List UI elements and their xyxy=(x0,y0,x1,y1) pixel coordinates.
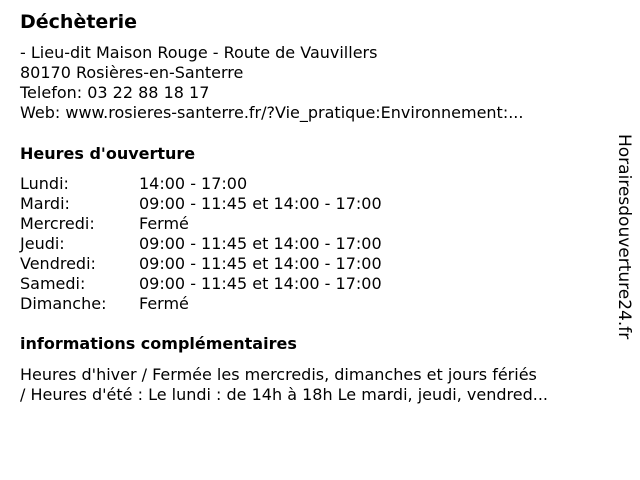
opening-hours-table xyxy=(20,174,440,314)
opening-hours-heading: Heures d'ouverture xyxy=(20,144,196,163)
address-city: 80170 Rosières-en-Santerre xyxy=(20,63,244,82)
hours-row-thursday xyxy=(20,234,440,254)
day-hours: Fermé xyxy=(139,294,189,313)
address-street: - Lieu-dit Maison Rouge - Route de Vauvillers xyxy=(20,43,378,62)
day-hours: 14:00 - 17:00 xyxy=(139,174,248,193)
day-hours: 09:00 - 11:45 et 14:00 - 17:00 xyxy=(139,254,382,273)
day-label: Mercredi: xyxy=(20,214,95,233)
day-hours: Fermé xyxy=(139,214,189,233)
site-watermark: Horairesdouverture24.fr xyxy=(614,134,634,340)
hours-row-friday xyxy=(20,254,440,274)
phone-number: Telefon: 03 22 88 18 17 xyxy=(20,83,210,102)
day-hours: 09:00 - 11:45 et 14:00 - 17:00 xyxy=(139,194,382,213)
day-label: Samedi: xyxy=(20,274,86,293)
additional-info-heading: informations complémentaires xyxy=(20,334,297,353)
day-hours: 09:00 - 11:45 et 14:00 - 17:00 xyxy=(139,234,382,253)
info-line-winter: Heures d'hiver / Fermée les mercredis, dimanches et jours fériés xyxy=(20,365,537,384)
info-line-summer: / Heures d'été : Le lundi : de 14h à 18h Le mardi, jeudi, vendred... xyxy=(20,385,548,404)
day-label: Lundi: xyxy=(20,174,69,193)
website-link: Web: www.rosieres-santerre.fr/?Vie_pratique:Environnement:... xyxy=(20,103,524,122)
additional-info-text xyxy=(20,365,548,405)
hours-row-tuesday xyxy=(20,194,440,214)
address-block xyxy=(20,43,523,123)
day-label: Vendredi: xyxy=(20,254,96,273)
hours-row-saturday xyxy=(20,274,440,294)
hours-row-sunday xyxy=(20,294,440,314)
hours-row-monday xyxy=(20,174,440,194)
day-hours: 09:00 - 11:45 et 14:00 - 17:00 xyxy=(139,274,382,293)
day-label: Jeudi: xyxy=(20,234,65,253)
hours-row-wednesday xyxy=(20,214,440,234)
day-label: Mardi: xyxy=(20,194,70,213)
day-label: Dimanche: xyxy=(20,294,107,313)
place-title: Déchèterie xyxy=(20,11,138,33)
